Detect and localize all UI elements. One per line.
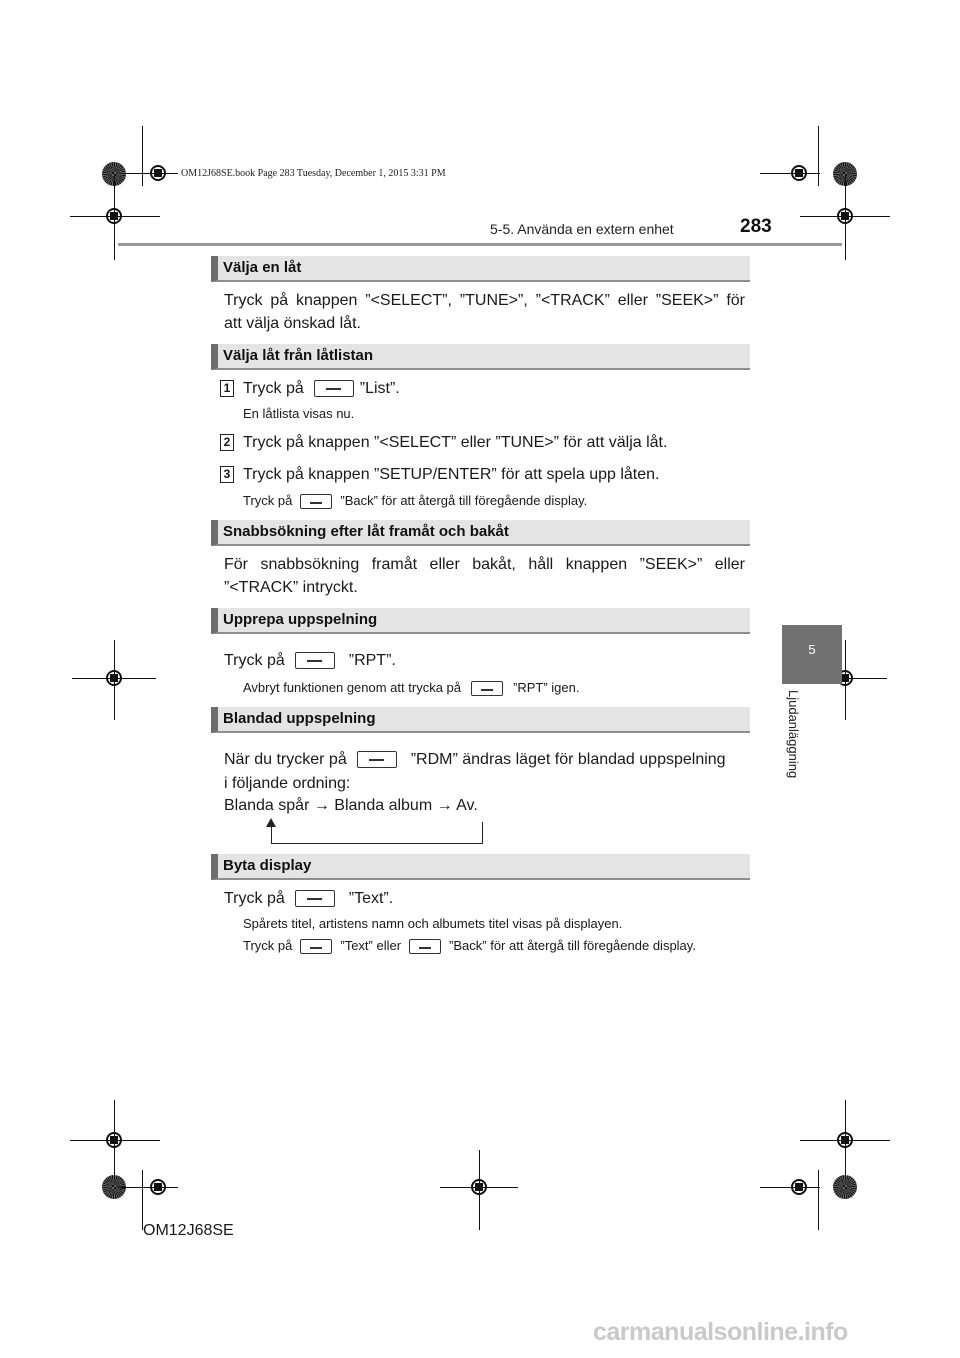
text: ”Text” eller <box>340 938 402 953</box>
screen-button-icon <box>471 681 503 696</box>
registration-dial-icon <box>833 1175 857 1199</box>
text: Tryck på <box>243 938 293 953</box>
display-text <box>224 887 393 910</box>
repeat-note <box>243 680 579 696</box>
arrow-right-icon: → <box>313 797 330 814</box>
section-heading-select-song <box>211 256 750 282</box>
step-2-text: Tryck på knappen ”<SELECT” eller ”TUNE>” för att välja låt. <box>243 434 668 451</box>
step-3-text: Tryck på knappen ”SETUP/ENTER” för att spela upp låten. <box>243 466 660 483</box>
text: När du trycker på <box>224 751 347 768</box>
registration-target-icon <box>837 208 853 224</box>
registration-target-icon <box>837 1132 853 1148</box>
step-1-text <box>243 377 400 400</box>
screen-button-icon <box>300 939 332 954</box>
page-number: 283 <box>740 216 772 237</box>
select-song-text <box>224 289 745 312</box>
crop-mark <box>760 1187 820 1188</box>
crop-mark <box>818 1170 819 1230</box>
text: Tryck på <box>243 493 293 508</box>
cycle-return-line <box>482 822 483 844</box>
fast-search-text-2: ”<TRACK” intryckt. <box>224 579 358 596</box>
crop-mark <box>142 1170 143 1230</box>
header-rule <box>118 243 842 246</box>
chapter-number: 5 <box>808 642 816 657</box>
cycle-return-line <box>271 843 483 844</box>
text: ”Back” för att återgå till föregående display. <box>340 493 588 508</box>
cycle-step: Av. <box>456 797 478 814</box>
text: ”Back” för att återgå till föregående display. <box>449 938 696 953</box>
step-1-note: En låtlista visas nu. <box>243 406 355 421</box>
arrow-up-icon <box>266 818 276 827</box>
fast-search-text <box>224 553 745 576</box>
crop-mark <box>118 173 178 174</box>
crop-mark <box>760 173 820 174</box>
shuffle-cycle <box>224 794 478 817</box>
cycle-step: Blanda album <box>334 797 433 814</box>
display-note-1: Spårets titel, artistens namn och albumets titel visas på displayen. <box>243 916 623 931</box>
shuffle-text-2: i följande ordning: <box>224 775 351 792</box>
registration-target-icon <box>471 1179 487 1195</box>
text: Tryck på <box>224 652 285 669</box>
registration-target-icon <box>150 165 166 181</box>
text: Avbryt funktionen genom att trycka på <box>243 680 461 695</box>
print-info: OM12J68SE.book Page 283 Tuesday, December 1, 2015 3:31 PM <box>181 168 446 179</box>
registration-target-icon <box>106 1132 122 1148</box>
registration-target-icon <box>106 670 122 686</box>
cycle-return-line <box>271 825 272 844</box>
screen-button-icon <box>357 751 397 768</box>
text: ”RPT”. <box>348 652 396 669</box>
text: ”List”. <box>359 380 400 397</box>
screen-button-icon <box>409 939 441 954</box>
section-heading-from-list <box>211 344 750 370</box>
registration-target-icon <box>791 165 807 181</box>
text: ”RDM” ändras läget för blandad uppspelning <box>410 751 726 768</box>
text: Tryck på <box>224 890 285 907</box>
step-number-2: 2 <box>220 434 234 451</box>
heading-text: Blandad uppspelning <box>223 710 376 727</box>
heading-text: Välja en låt <box>223 259 302 276</box>
chapter-title: Ljudanläggning <box>786 690 801 779</box>
crop-mark <box>818 126 819 186</box>
section-heading-repeat <box>211 608 750 634</box>
section-heading-display <box>211 854 750 880</box>
text-line: Tryck på knappen ”<SELECT”, ”TUNE>”, ”<TRACK” eller ”SEEK>” för <box>224 292 745 309</box>
heading-text: Välja låt från låtlistan <box>223 347 374 364</box>
cycle-step: Blanda spår <box>224 797 310 814</box>
screen-button-icon <box>314 380 354 397</box>
text: Tryck på <box>243 380 304 397</box>
arrow-right-icon: → <box>436 797 453 814</box>
repeat-text <box>224 649 396 672</box>
text: ”Text”. <box>348 890 394 907</box>
screen-button-icon <box>300 494 332 509</box>
display-note-2 <box>243 938 696 954</box>
step-number-3: 3 <box>220 466 234 483</box>
screen-button-icon <box>295 890 335 907</box>
section-label: 5-5. Använda en extern enhet <box>490 221 674 237</box>
step-number-1: 1 <box>220 380 234 397</box>
manual-code: OM12J68SE <box>143 1222 234 1239</box>
watermark: carmanualsonline.info <box>593 1318 848 1346</box>
registration-target-icon <box>150 1179 166 1195</box>
select-song-text-2: att välja önskad låt. <box>224 315 361 332</box>
section-heading-shuffle <box>211 707 750 733</box>
screen-button-icon <box>295 652 335 669</box>
crop-mark <box>118 1187 178 1188</box>
heading-text: Byta display <box>223 857 312 874</box>
crop-mark <box>142 126 143 186</box>
registration-target-icon <box>106 208 122 224</box>
section-heading-fast-search <box>211 520 750 546</box>
text: ”RPT” igen. <box>513 680 580 695</box>
shuffle-text <box>224 748 726 771</box>
registration-target-icon <box>791 1179 807 1195</box>
heading-text: Upprepa uppspelning <box>223 611 378 628</box>
heading-text: Snabbsökning efter låt framåt och bakåt <box>223 523 509 540</box>
text-line: För snabbsökning framåt eller bakåt, håll knappen ”SEEK>” eller <box>224 556 745 573</box>
step-3-note <box>243 493 587 509</box>
